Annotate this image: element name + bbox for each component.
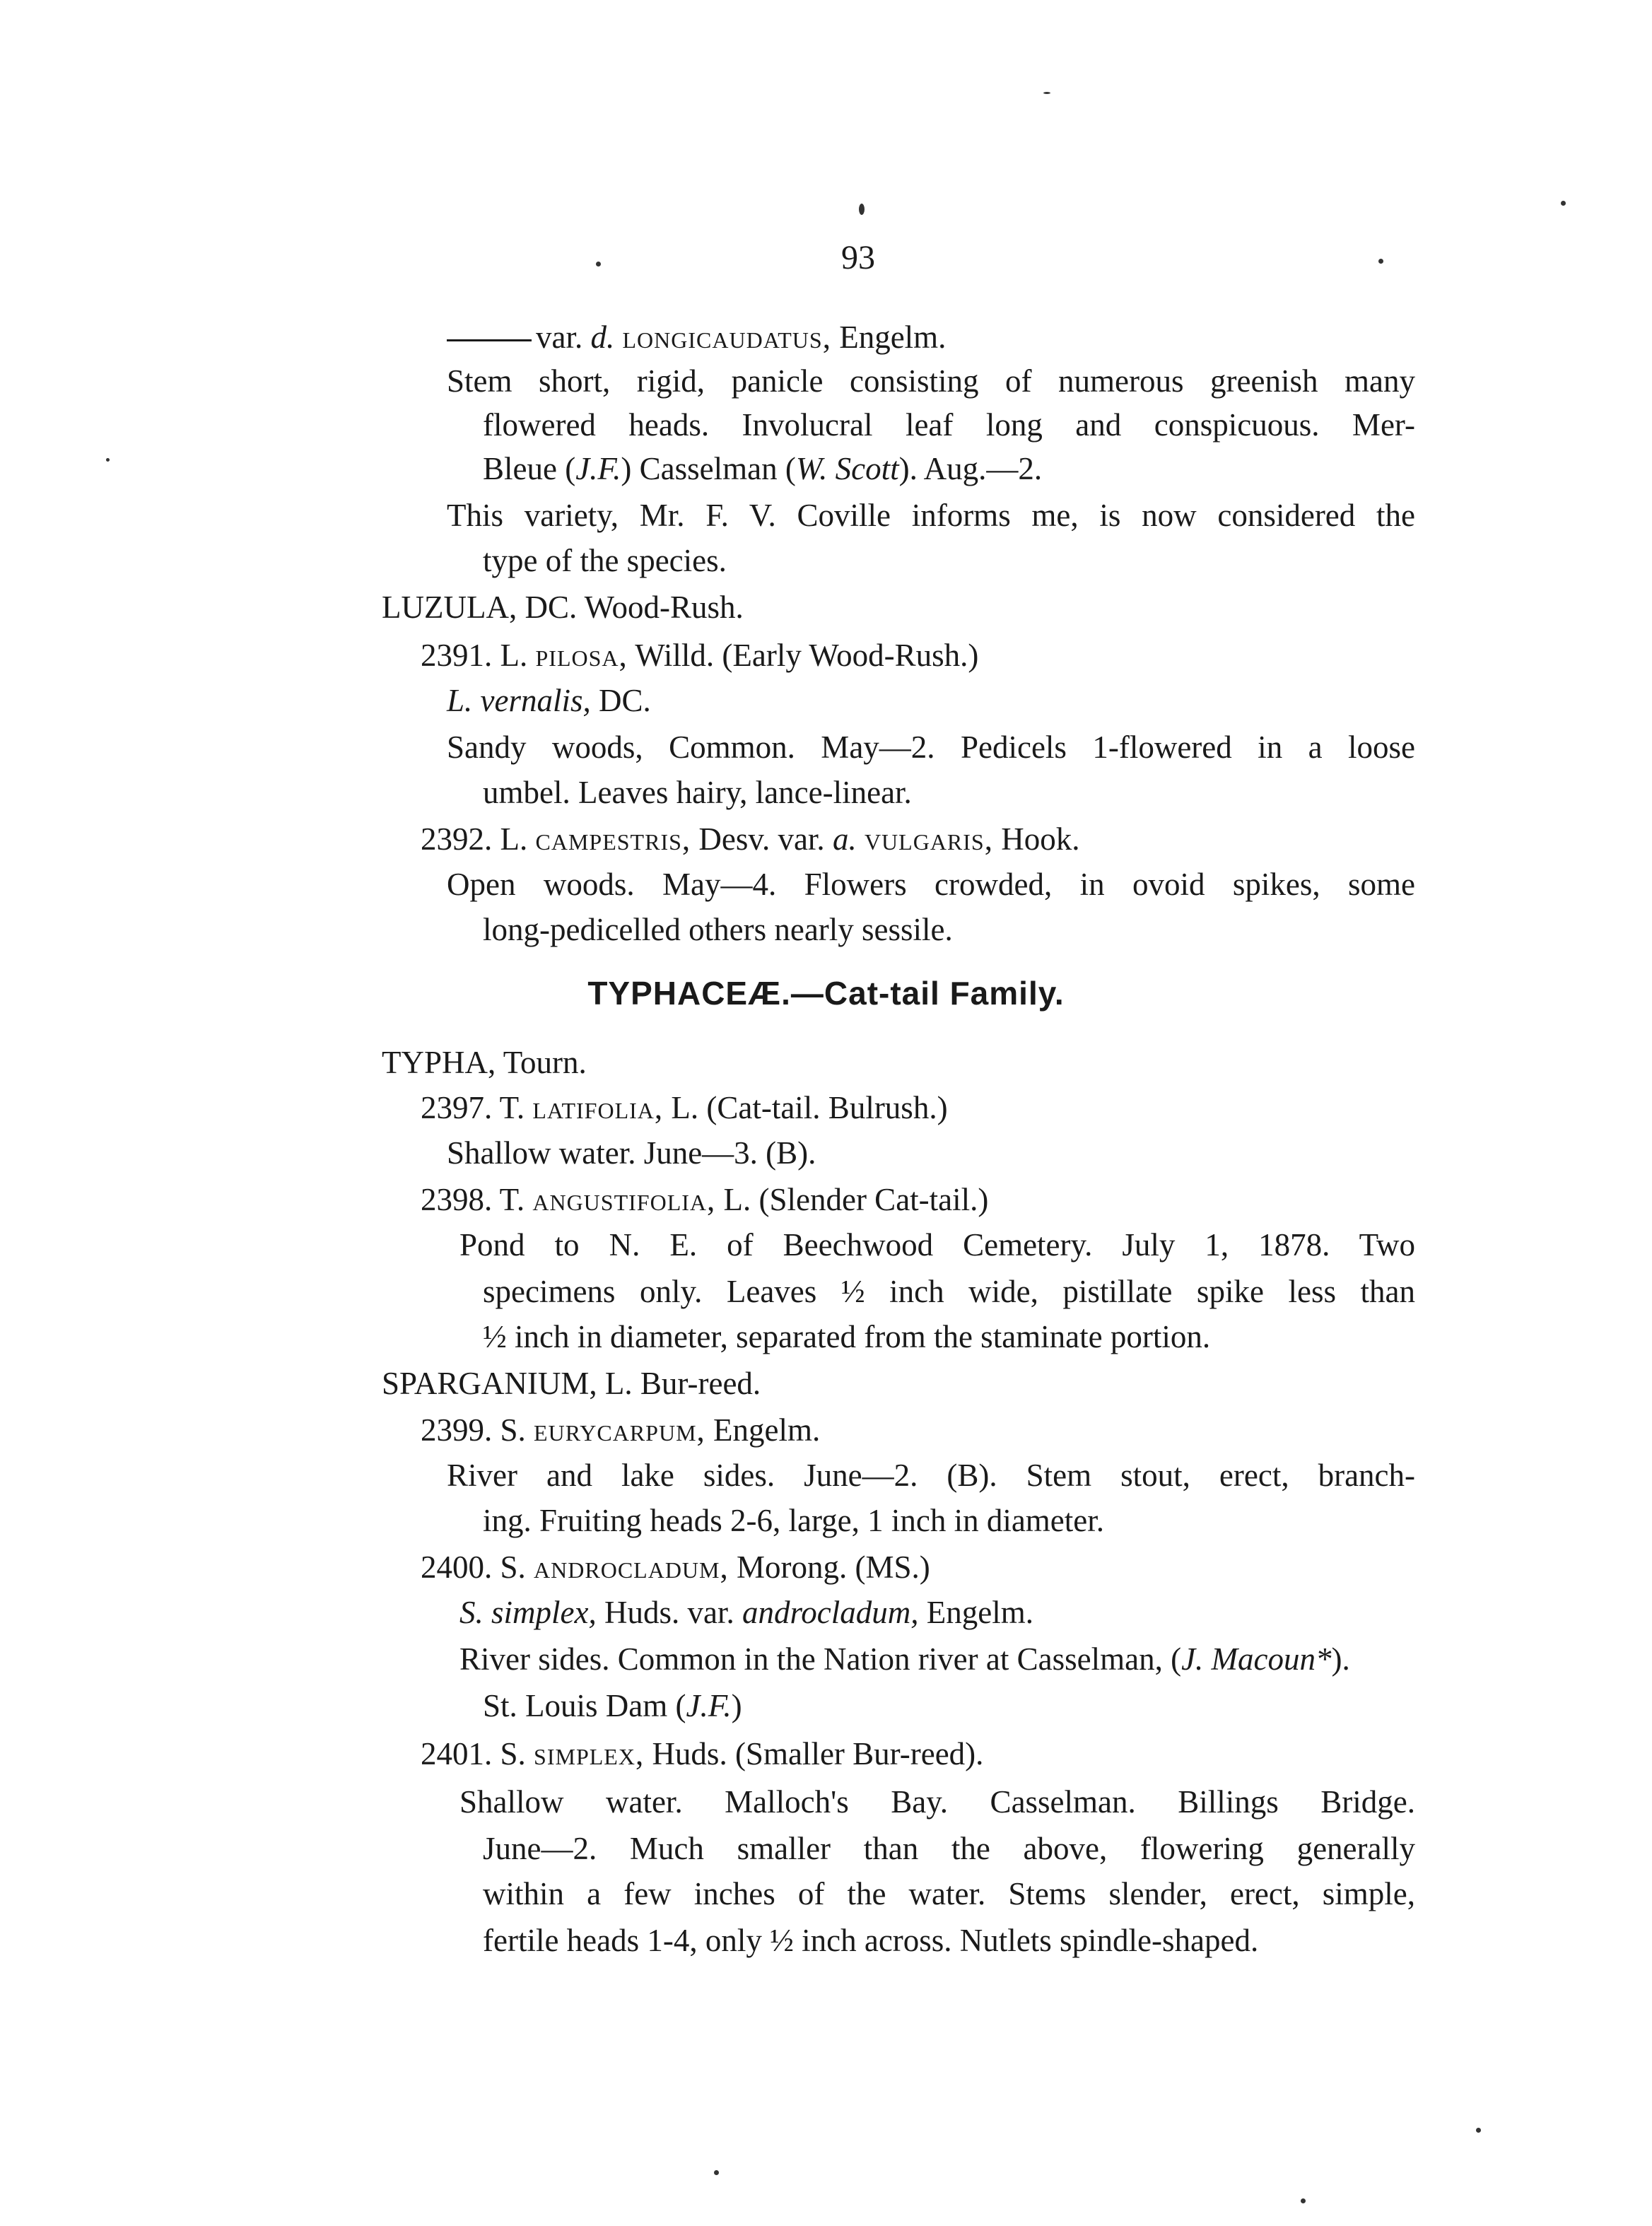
collector-initials: J.F. (686, 1688, 732, 1723)
text-line: Shallow water. Malloch's Bay. Casselman. Billings Bridge. (459, 1784, 1415, 1820)
text-line: ½ inch in diameter, separated from the staminate portion. (483, 1319, 1211, 1354)
species-name: androcladum, (534, 1550, 729, 1585)
species-name: angustifolia, (532, 1182, 716, 1217)
scan-speck (714, 2170, 719, 2175)
text-span: Engelm. (713, 1412, 821, 1448)
page-number: 93 (841, 239, 875, 276)
text-span: ) (731, 1688, 742, 1723)
text-line: June—2. Much smaller than the above, flowering generally (483, 1831, 1415, 1866)
em-rule (447, 339, 532, 341)
text-line (421, 1547, 930, 1588)
text-span: Huds. var. (604, 1595, 734, 1630)
genus-heading: TYPHA, Tourn. (382, 1045, 587, 1080)
text-line: ing. Fruiting heads 2-6, large, 1 inch in diameter. (483, 1503, 1104, 1538)
text-line (447, 317, 946, 358)
text-span: 2398. T. (421, 1182, 525, 1217)
text-line (421, 1733, 983, 1774)
text-line (459, 1639, 1350, 1680)
text-line: This variety, Mr. F. V. Coville informs me, is now considered the (447, 498, 1415, 533)
text-line (421, 1179, 988, 1220)
text-span: ). Aug.—2. (898, 451, 1043, 486)
text-span: Hook. (1001, 821, 1080, 857)
text-line: Pond to N. E. of Beechwood Cemetery. July 1, 1878. Two (459, 1227, 1415, 1263)
text-line (459, 1592, 1033, 1633)
collector-name: J. Macoun* (1181, 1641, 1332, 1677)
text-span: Desv. var. (698, 821, 825, 857)
text-span: 2400. S. (421, 1550, 526, 1585)
text-span: 2397. T. (421, 1090, 525, 1125)
genus-heading: LUZULA, DC. Wood-Rush. (382, 590, 744, 625)
text-span: Huds. (Smaller Bur-reed). (652, 1736, 984, 1771)
text-span: 2401. S. (421, 1736, 526, 1771)
species-name: longicaudatus, (622, 320, 831, 355)
text-line: specimens only. Leaves ½ inch wide, pistillate spike less than (483, 1274, 1415, 1309)
species-name: latifolia, (532, 1090, 664, 1125)
scan-speck (1476, 2128, 1481, 2133)
text-line (483, 448, 1042, 489)
variety-name: androcladum, (742, 1595, 919, 1630)
scan-speck (1378, 259, 1383, 264)
synonym-name: S. simplex, (459, 1595, 597, 1630)
species-name: eurycarpum, (534, 1412, 705, 1448)
text-span: St. Louis Dam ( (483, 1688, 686, 1723)
text-span: Morong. (MS.) (736, 1550, 930, 1585)
text-line: Shallow water. June—3. (B). (447, 1135, 816, 1171)
text-span: L. (Slender Cat-tail.) (723, 1182, 989, 1217)
text-line: River and lake sides. June—2. (B). Stem stout, erect, branch- (447, 1458, 1415, 1493)
text-line (483, 1685, 742, 1726)
species-name: simplex, (534, 1736, 645, 1771)
text-line: within a few inches of the water. Stems slender, erect, simple, (483, 1876, 1415, 1911)
collector-initials: J.F. (575, 451, 621, 486)
text-line: long-pedicelled others nearly sessile. (483, 912, 953, 947)
text-line: Open woods. May—4. Flowers crowded, in ovoid spikes, some (447, 867, 1415, 902)
species-name: campestris, (535, 821, 691, 857)
text-span: Willd. (Early Wood-Rush.) (635, 638, 979, 673)
text-line (421, 1410, 820, 1451)
text-span: Bleue ( (483, 451, 576, 486)
text-span: Engelm. (926, 1595, 1034, 1630)
variety-name: vulgaris, (864, 821, 993, 857)
scan-speck (1043, 92, 1050, 94)
text-span: Engelm. (839, 320, 947, 355)
text-line: fertile heads 1-4, only ½ inch across. Nutlets spindle-shaped. (483, 1923, 1259, 1958)
text-span: 2392. L. (421, 821, 528, 857)
scan-speck (859, 204, 865, 215)
scan-speck (1301, 2198, 1306, 2203)
text-line: umbel. Leaves hairy, lance-linear. (483, 775, 912, 810)
text-line: Stem short, rigid, panicle consisting of numerous greenish many (447, 363, 1415, 399)
scan-speck (1561, 201, 1566, 206)
text-span: 2399. S. (421, 1412, 526, 1448)
text-span: ). (1331, 1641, 1350, 1677)
text-line (421, 819, 1079, 860)
species-name: pilosa, (535, 638, 628, 673)
text-span: ) Casselman ( (621, 451, 796, 486)
text-span: var. (536, 320, 583, 355)
genus-heading: SPARGANIUM, L. Bur-reed. (382, 1366, 761, 1401)
family-heading: TYPHACEÆ.—Cat-tail Family. (587, 975, 1065, 1012)
text-line (421, 1087, 948, 1128)
collector-name: W. Scott (795, 451, 899, 486)
text-span: 2391. L. (421, 638, 528, 673)
text-span: a. (832, 821, 857, 857)
text-span: River sides. Common in the Nation river at Casselman, ( (459, 1641, 1182, 1677)
text-line: Sandy woods, Common. May—2. Pedicels 1-flowered in a loose (447, 730, 1415, 765)
scan-speck (106, 458, 110, 462)
synonym-name: L. vernalis, (447, 683, 591, 718)
scan-speck (596, 262, 601, 266)
text-line (447, 680, 651, 721)
text-line: flowered heads. Involucral leaf long and conspicuous. Mer- (483, 407, 1415, 443)
text-span: DC. (599, 683, 651, 718)
text-span: d. (590, 320, 615, 355)
text-line: type of the species. (483, 543, 727, 578)
text-line (421, 635, 978, 676)
text-span: L. (Cat-tail. Bulrush.) (671, 1090, 948, 1125)
